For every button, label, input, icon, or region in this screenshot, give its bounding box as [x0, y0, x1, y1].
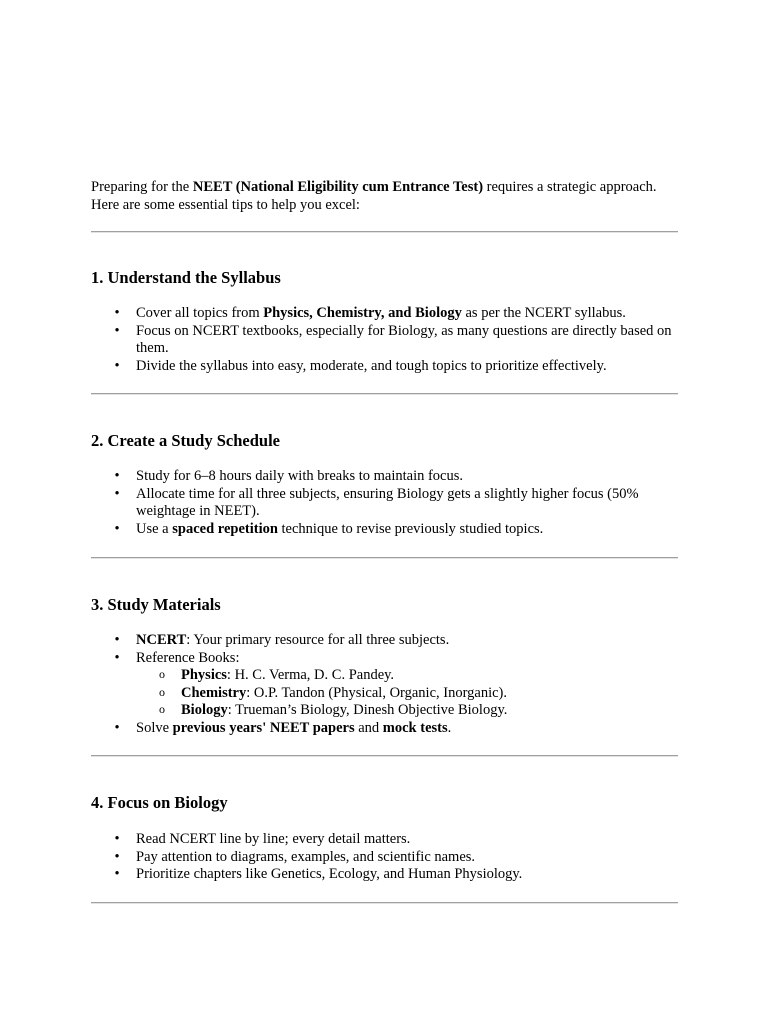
item-text: Study for 6–8 hours daily with breaks to maintain focus. — [136, 468, 464, 484]
item-text: Read NCERT line by line; every detail matters. — [136, 831, 411, 847]
divider — [91, 231, 678, 233]
item-bold-text: Chemistry — [181, 684, 247, 701]
biology-list — [91, 831, 681, 884]
circle-bullet-icon: o — [159, 702, 165, 716]
schedule-list — [91, 468, 681, 538]
item-text: Allocate time for all three subjects, ensuring Biology gets a slightly higher focus (50% weightage in NEET). — [136, 485, 639, 519]
section-heading-biology: 4. Focus on Biology — [91, 793, 228, 812]
item-text-tail: technique to revise previously studied topics. — [277, 520, 544, 537]
item-text: Focus on NCERT textbooks, especially for Biology, as many questions are directly based on them. — [136, 322, 672, 356]
list-item — [91, 720, 681, 738]
list-item — [91, 866, 681, 884]
sub-list-item — [136, 702, 681, 720]
materials-list — [91, 632, 681, 737]
list-item — [91, 521, 681, 539]
list-item — [91, 468, 681, 486]
divider — [91, 902, 678, 904]
item-text-tail: : Your primary resource for all three subjects. — [186, 632, 450, 648]
reference-books-sublist — [136, 667, 681, 720]
item-text-tail: : Trueman’s Biology, Dinesh Objective Biology. — [227, 702, 508, 718]
bullet-icon: • — [114, 719, 120, 736]
list-item — [91, 358, 681, 376]
item-bold-text: Physics, Chemistry, and Biology — [263, 305, 462, 321]
sub-list-item — [136, 667, 681, 685]
bullet-icon: • — [114, 468, 120, 484]
list-item — [91, 323, 681, 358]
bullet-icon: • — [114, 322, 120, 339]
item-text-tail: : O.P. Tandon (Physical, Organic, Inorganic). — [246, 684, 508, 701]
circle-bullet-icon: o — [159, 684, 165, 699]
list-item — [91, 305, 681, 323]
item-text: Pay attention to diagrams, examples, and scientific names. — [136, 848, 476, 865]
item-bold-text: NCERT — [136, 632, 187, 648]
list-item — [91, 650, 681, 720]
bullet-icon: • — [114, 632, 120, 648]
document-body — [91, 179, 681, 904]
item-bold-text: previous years' NEET papers — [172, 719, 355, 736]
bullet-icon: • — [114, 520, 120, 537]
intro-text-tail: requires a strategic approach. Here are some essential tips to help you excel: — [91, 179, 657, 213]
item-text: Divide the syllabus into easy, moderate, and tough topics to prioritize effectively. — [136, 357, 607, 374]
intro-bold-text: NEET (National Eligibility cum Entrance Test) — [192, 179, 484, 195]
item-text-mid: and — [354, 719, 383, 736]
bullet-icon: • — [114, 831, 120, 847]
item-text: Solve — [136, 719, 173, 736]
list-item — [91, 849, 681, 867]
item-text: Reference Books: — [136, 649, 240, 666]
bullet-icon: • — [114, 866, 120, 882]
item-text-tail: . — [447, 719, 452, 736]
section-heading-syllabus: 1. Understand the Syllabus — [91, 268, 281, 287]
item-bold-text: spaced repetition — [172, 520, 278, 537]
syllabus-list — [91, 305, 681, 375]
item-bold-text: Biology — [181, 702, 228, 718]
sub-list-item — [136, 685, 681, 703]
bullet-icon: • — [114, 649, 120, 666]
intro-paragraph — [91, 179, 681, 214]
section-heading-materials: 3. Study Materials — [91, 595, 221, 614]
item-bold-text: Physics — [181, 667, 227, 683]
item-text-tail: : H. C. Verma, D. C. Pandey. — [226, 667, 395, 683]
bullet-icon: • — [114, 305, 120, 321]
section-heading-schedule: 2. Create a Study Schedule — [91, 431, 280, 450]
list-item — [91, 632, 681, 650]
item-bold-text: mock tests — [382, 719, 448, 736]
bullet-icon: • — [114, 357, 120, 374]
list-item — [91, 831, 681, 849]
list-item — [91, 486, 681, 521]
intro-text: Preparing for the — [91, 179, 193, 195]
divider — [91, 557, 678, 559]
divider — [91, 755, 678, 757]
divider — [91, 393, 678, 395]
item-text: Cover all topics from — [136, 305, 264, 321]
bullet-icon: • — [114, 848, 120, 865]
circle-bullet-icon: o — [159, 667, 165, 681]
item-text: Use a — [136, 520, 173, 537]
bullet-icon: • — [114, 485, 120, 502]
item-text: Prioritize chapters like Genetics, Ecology, and Human Physiology. — [136, 866, 523, 882]
item-text-tail: as per the NCERT syllabus. — [461, 305, 626, 321]
